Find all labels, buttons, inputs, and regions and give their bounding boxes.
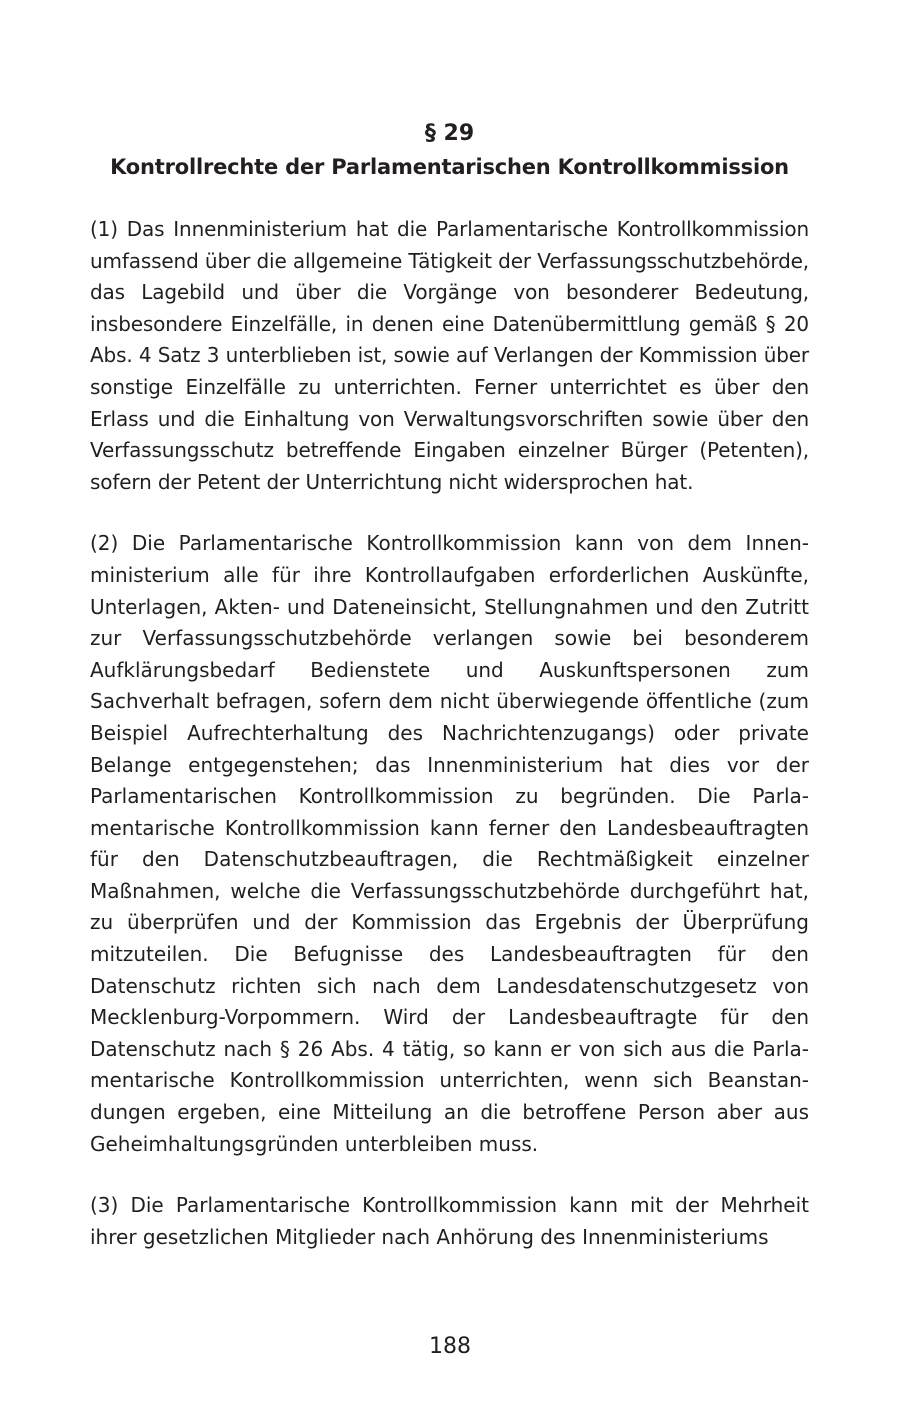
page-number: 188 xyxy=(429,1334,471,1359)
document-page xyxy=(90,118,809,1283)
paragraph-1: (1) Das Innenministerium hat die Parlamentarische Kontrollkommission umfassend über die allgemeine Tätigkeit der Verfassungsschutzbehörde, das Lagebild und über die Vorgänge von besonderer Bedeutung, insbesondere Einzelfälle, in denen eine Datenübermittlung gemäß § 20 Abs. 4 Satz 3 unterblieben ist, sowie auf Verlangen der Kommission über sonstige Einzelfälle zu unterrichten. Ferner unterrichtet es über den Erlass und die Einhaltung von Verwaltungsvorschriften sowie über den Verfassungsschutz betreffende Eingaben einzelner Bürger (Petenten), sofern der Petent der Unterrichtung nicht widersprochen hat. xyxy=(90,217,809,494)
section-number: § 29 xyxy=(424,121,475,146)
section-title: Kontrollrechte der Parlamentarischen Kontrollkommission xyxy=(110,155,789,179)
paragraph-2: (2) Die Parlamentarische Kontrollkommission kann von dem Innenministerium alle für ihre Kontrollaufgaben erforderlichen Auskünfte, Unterlagen, Akten- und Dateneinsicht, Stellungnahmen und den Zutritt zur Verfassungsschutzbehörde verlangen sowie bei besonderem Aufklärungsbedarf Bedienstete und Auskunftspersonen zum Sachverhalt befragen, sofern dem nicht überwiegende öffentliche (zum Beispiel Aufrechterhaltung des Nachrichtenzugangs) oder private Belange entgegenstehen; das Innenministerium hat dies vor der Parlamentarischen Kontrollkommission zu begründen. Die Parlamentarische Kontrollkommission kann ferner den Landesbeauftragten für den Datenschutzbeauftragen, die Rechtmäßigkeit einzelner Maßnahmen, welche die Verfassungsschutzbehörde durchgeführt hat, zu überprüfen und der Kommission das Ergebnis der Überprüfung mitzuteilen. Die Befugnisse des Landesbeauftragten für den Datenschutz richten sich nach dem Landesdatenschutzgesetz von Mecklenburg-Vorpommern. Wird der Landesbeauftragte für den Datenschutz nach § 26 Abs. 4 tätig, so kann er von sich aus die Parlamentarische Kontrollkommission unterrichten, wenn sich Beanstandungen ergeben, eine Mitteilung an die betroffene Person aber aus Geheimhaltungsgründen unterbleiben muss. xyxy=(90,531,809,1156)
paragraph-3: (3) Die Parlamentarische Kontrollkommission kann mit der Mehrheit ihrer gesetzlichen Mitglieder nach Anhörung des Innenministeriums xyxy=(90,1193,809,1249)
